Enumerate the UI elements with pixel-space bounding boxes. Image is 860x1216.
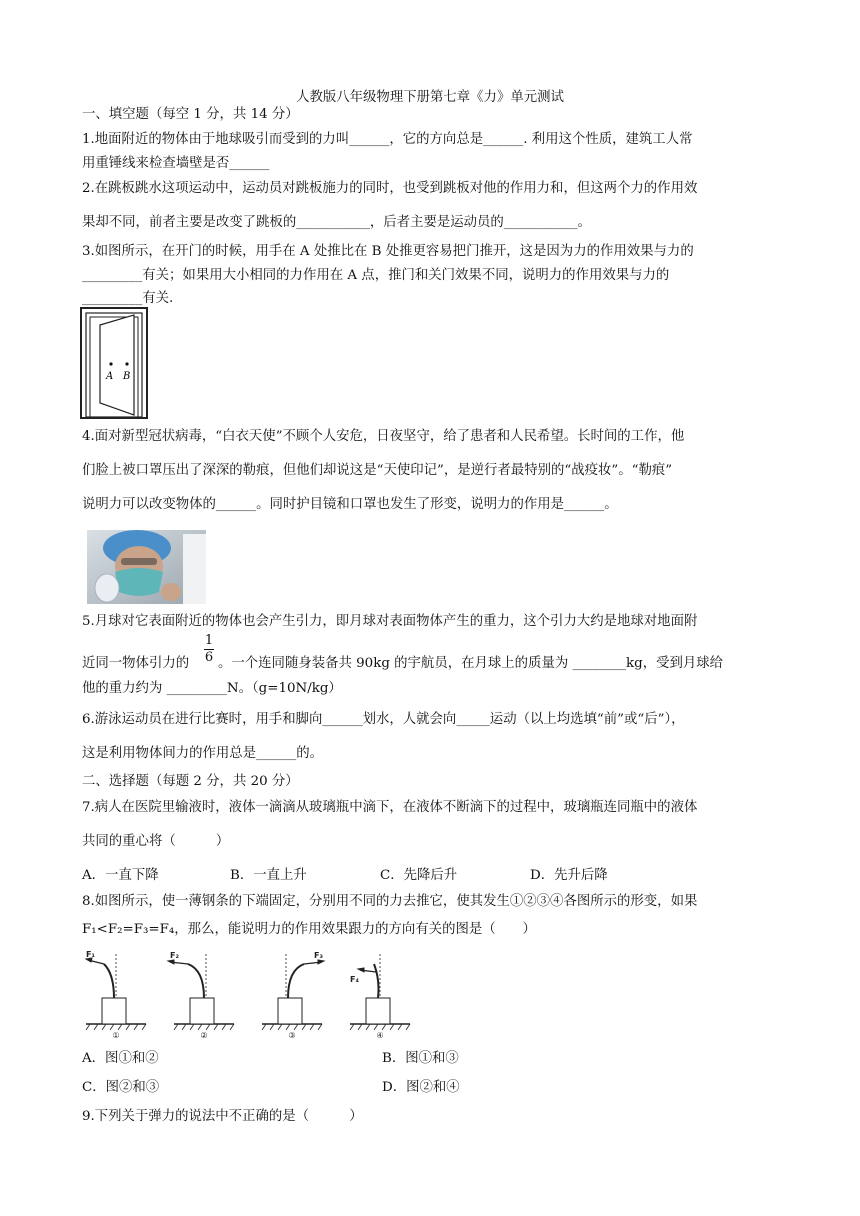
door-label-a: A: [106, 371, 114, 382]
q4-line-1: 4.面对新型冠状病毒，“白衣天使”不顾个人安危，日夜坚守，给了患者和人民希望。长时间的工作，他: [82, 429, 685, 444]
q5-line-2a: 近同一物体引力的: [82, 656, 190, 671]
q4-line-3: 说明力可以改变物体的______。同时护目镜和口罩也发生了形变，说明力的作用是______。: [82, 497, 618, 512]
q3-line-1: 3.如图所示，在开门的时候，用手在 A 处推比在 B 处推更容易把门推开，这是因为力的作用效果与力的: [82, 244, 694, 259]
q5-line-3: 他的重力约为 _________N。（g=10N/kg）: [82, 681, 342, 696]
strip-figure-3: [262, 951, 324, 1040]
strip-figure-1: [86, 950, 146, 1040]
q7-option-d: D．先升后降: [530, 868, 608, 883]
nurse-mask-photo: [87, 530, 206, 604]
door-point-a: [109, 362, 112, 365]
q4-line-2: 们脸上被口罩压出了深深的勒痕，但他们却说这是“天使印记”，是逆行者最特别的“战疫妆”。“勒痕”: [82, 463, 673, 478]
q6-line-1: 6.游泳运动员在进行比赛时，用手和脚向______划水，人就会向_____运动（以上均选填“前”或“后”），: [82, 712, 685, 727]
section-fill-blank-heading: 一、填空题（每空 1 分，共 14 分）: [82, 107, 299, 122]
steel-strip-figures: [82, 950, 412, 1040]
force-label-f2: F₂: [170, 951, 179, 960]
q8-option-b: B．图①和③: [382, 1051, 459, 1066]
q8-line-1: 8.如图所示，使一薄钢条的下端固定，分别用不同的力去推它，使其发生①②③④各图所示的形变，如果: [82, 894, 698, 909]
page-title: 人教版八年级物理下册第七章《力》单元测试: [296, 90, 564, 105]
figure-number-2: ②: [200, 1031, 208, 1040]
q8-option-a: A．图①和②: [82, 1051, 159, 1066]
force-label-f4: F₄: [350, 975, 359, 984]
q1-line-1: 1.地面附近的物体由于地球吸引而受到的力叫______，它的方向总是______. 利用这个性质，建筑工人常: [82, 132, 693, 147]
one-sixth-fraction: [204, 634, 214, 665]
q7-line-2: 共同的重心将（ ）: [82, 834, 230, 849]
q2-line-1: 2.在跳板跳水这项运动中，运动员对跳板施力的同时，也受到跳板对他的作用力和，但这两个力的作用效: [82, 181, 698, 196]
strip-figure-2: [168, 951, 234, 1040]
strip-figure-4: [350, 954, 410, 1040]
section-choice-heading: 二、选择题（每题 2 分，共 20 分）: [82, 774, 299, 789]
q8-option-c: C．图②和③: [82, 1080, 160, 1095]
force-label-f1: F₁: [86, 950, 95, 959]
figure-number-1: ①: [112, 1031, 120, 1040]
q7-option-a: A．一直下降: [82, 868, 159, 883]
q8-option-d: D．图②和④: [382, 1080, 460, 1095]
q6-line-2: 这是利用物体间力的作用总是______的。: [82, 746, 324, 761]
q5-line-1: 5.月球对它表面附近的物体也会产生引力，即月球对表面物体产生的重力，这个引力大约是地球对地面附: [82, 614, 698, 629]
q8-line-2: F₁<F₂=F₃=F₄，那么，能说明力的作用效果跟力的方向有关的图是（ ）: [82, 922, 536, 937]
q3-line-2: _________有关；如果用大小相同的力作用在 A 点，推门和关门效果不同，说明力的作用效果与力的: [82, 268, 670, 283]
fraction-denominator: 6: [204, 650, 214, 665]
q7-line-1: 7.病人在医院里输液时，液体一滴滴从玻璃瓶中滴下，在液体不断滴下的过程中，玻璃瓶连同瓶中的液体: [82, 800, 698, 815]
q3-line-3: _________有关.: [82, 291, 174, 306]
figure-number-4: ④: [376, 1031, 384, 1040]
q9-line: 9.下列关于弹力的说法中不正确的是（ ）: [82, 1109, 363, 1124]
q5-line-2b: 。一个连同随身装备共 90kg 的宇航员，在月球上的质量为 ________kg，受到月球给: [218, 656, 724, 671]
q2-line-2: 果却不同，前者主要是改变了跳板的___________，后者主要是运动员的___________。: [82, 215, 591, 230]
door-figure: [80, 307, 150, 419]
door-point-b: [125, 362, 128, 365]
force-label-f3: F₃: [314, 951, 323, 960]
fraction-numerator: 1: [204, 633, 214, 648]
q1-line-2: 用重锤线来检查墙壁是否______: [82, 156, 270, 171]
figure-number-3: ③: [288, 1031, 296, 1040]
door-label-b: B: [123, 371, 131, 382]
q7-option-b: B．一直上升: [230, 868, 307, 883]
q7-option-c: C．先降后升: [380, 868, 458, 883]
